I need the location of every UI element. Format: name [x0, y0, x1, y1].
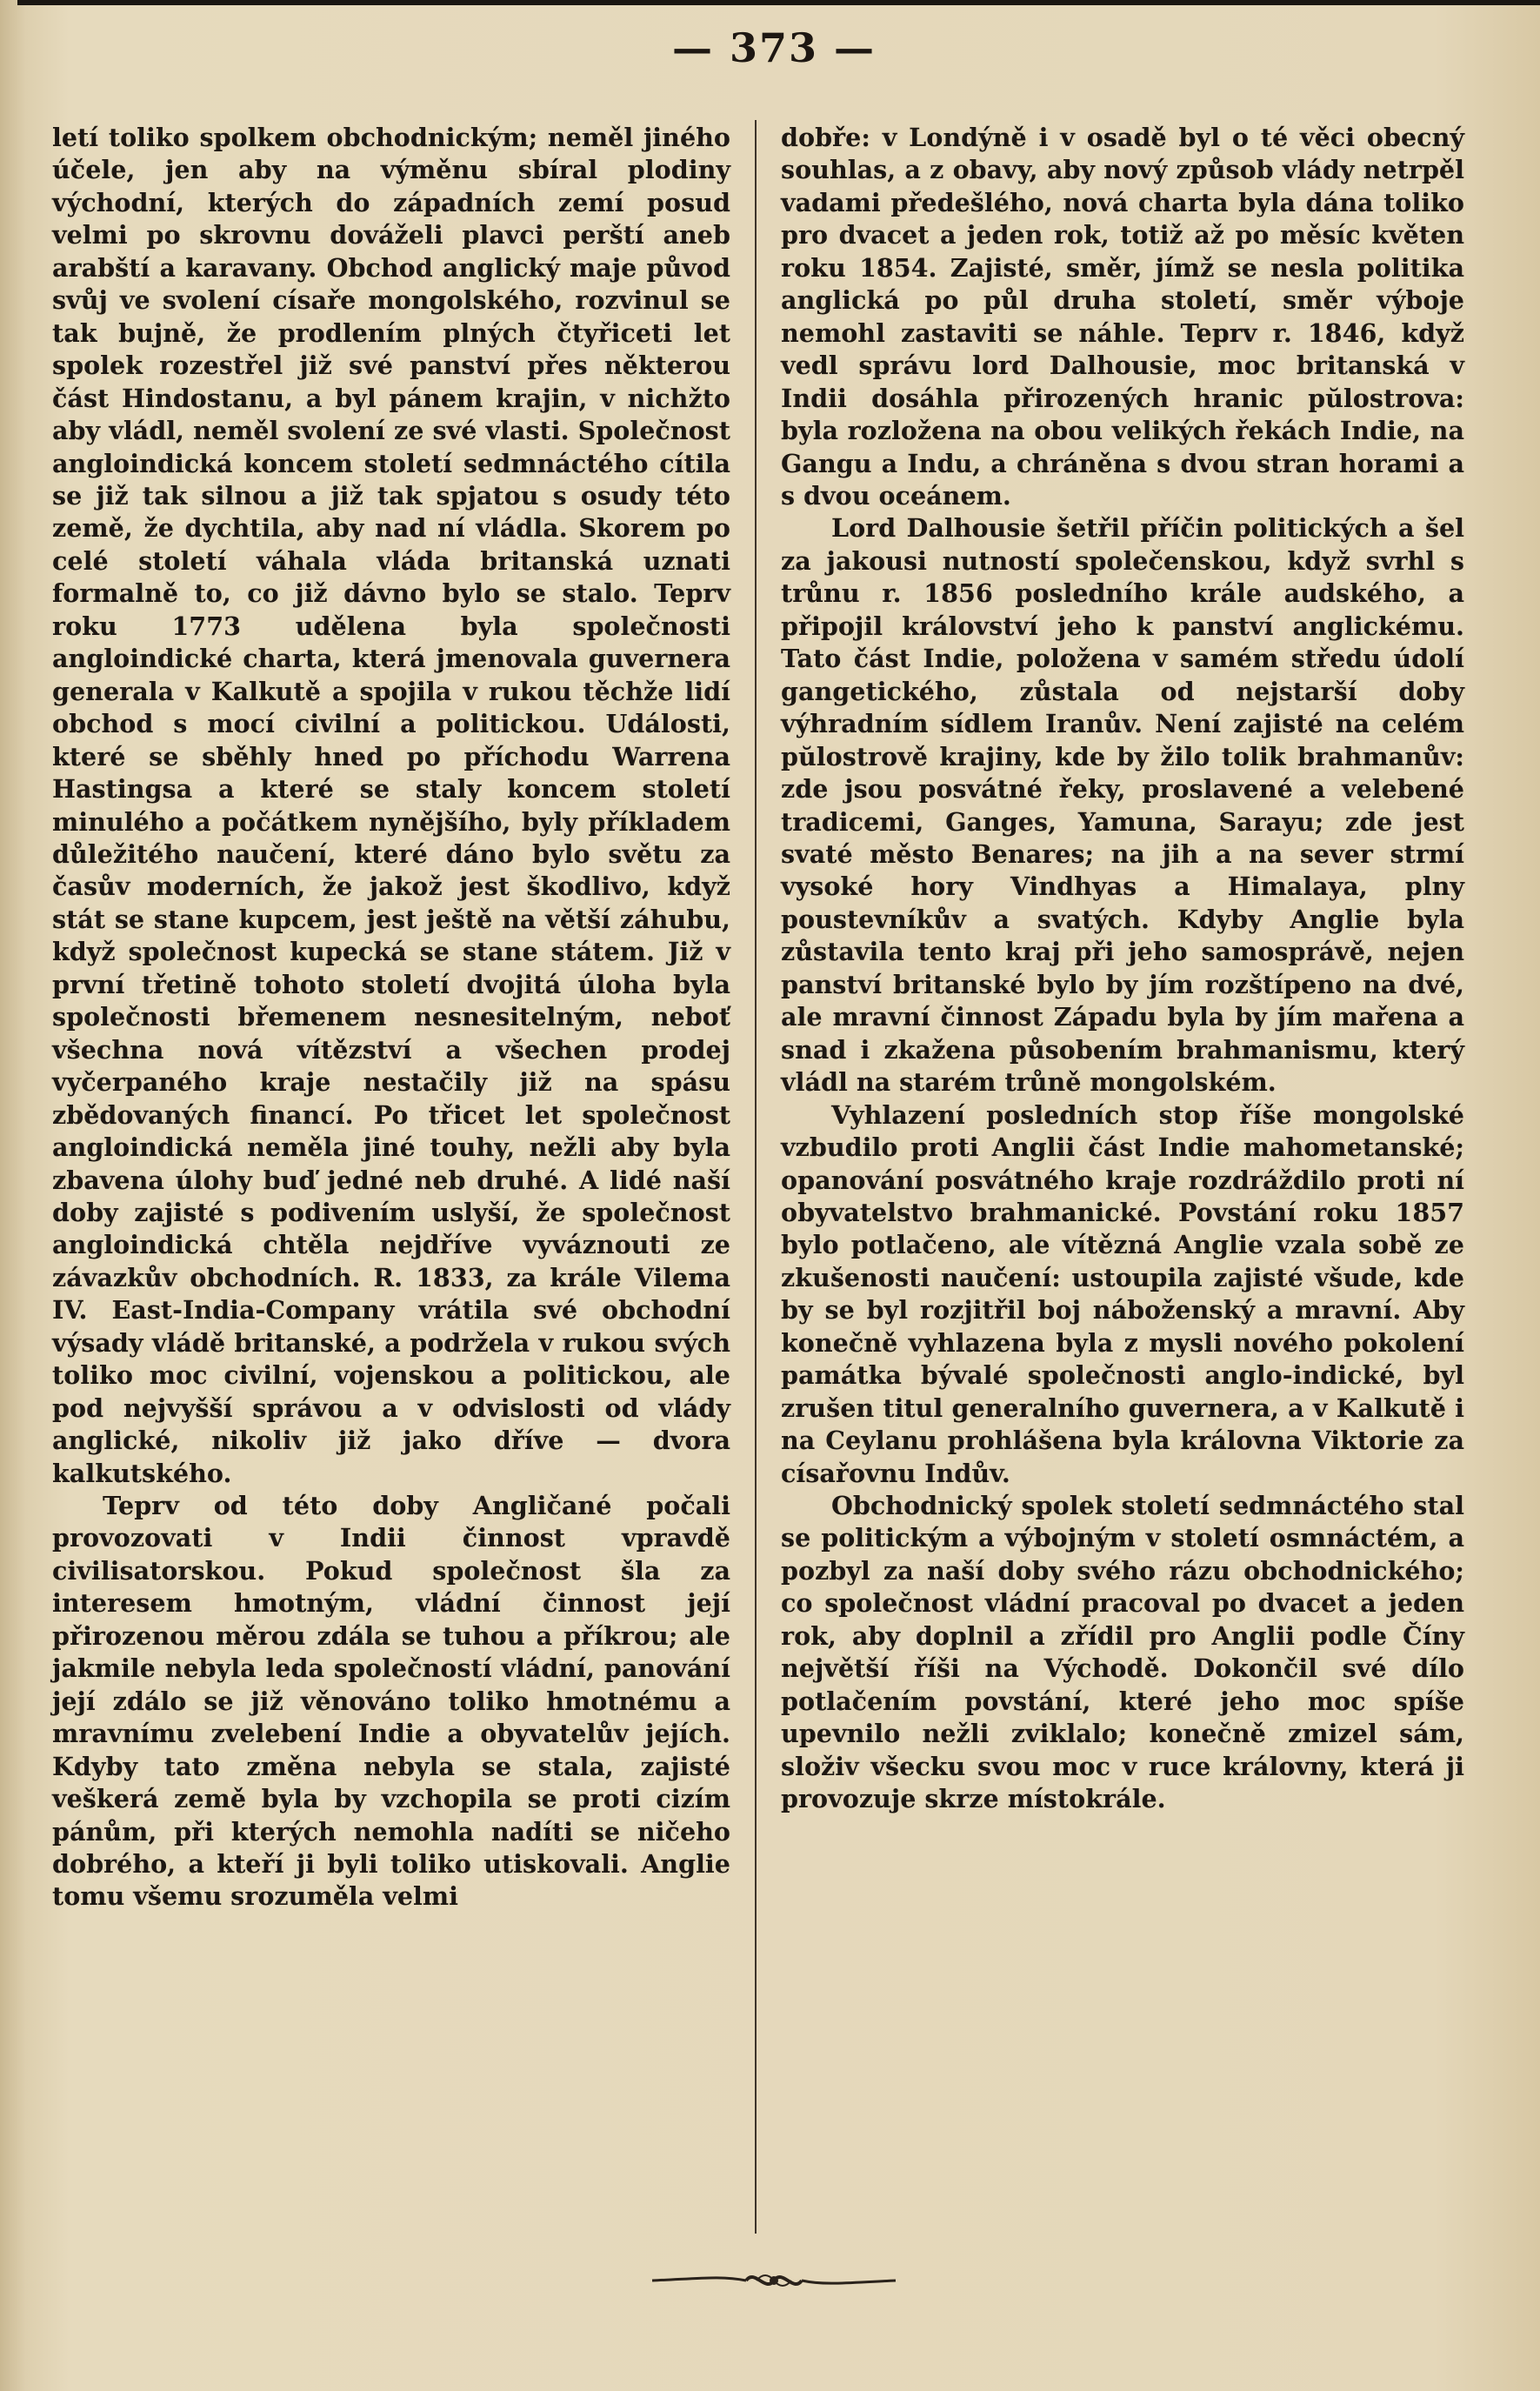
page-number: — 373 — — [671, 24, 877, 71]
left-column — [52, 122, 730, 1913]
right-paragraph-3: Vyhlazení posledních stop říše mongolské vzbudilo proti Anglii část Indie mahometanské; opanování posvátného kraje rozdráždilo proti ní obyvatelstvo brahmanické. Povstání roku 1857 bylo potlačeno, ale vítězná Anglie vzala sobě ze zkušenosti naučení: ustoupila zajisté všude, kde by se byl rozjitřil boj náboženský a mravní. Aby konečně vyhlazena byla z mysli nového pokolení památka bývalé společnosti anglo-indické, byl zrušen titul generalního guvernera, a v Kalkutě i na Ceylanu prohlášena byla královna Viktorie za císařovnu Indův. — [781, 1099, 1464, 1488]
right-paragraph-2: Lord Dalhousie šetřil příčin politických a šel za jakousi nutností společenskou, když svrhl s trůnu r. 1856 posledního krále audského, a připojil království jeho k panství anglickému. Tato část Indie, položena v samém středu údolí gangetického, zůstala od nejstarší doby výhradním sídlem Iranův. Není zajisté na celém pŭlostrově krajiny, kde by žilo tolik brahmanův: zde jsou posvátné řeky, proslavené a velebené tradicemi, Ganges, Yamuna, Sarayu; zde jest svaté město Benares; na jih a na sever strmí vysoké hory Vindhyas a Himalaya, plny poustevníkův a svatých. Kdyby Anglie byla zůstavila tento kraj při jeho samosprávě, nejen panství britanské bylo by jím rozštípeno na dvé, ale mravní činnost Západu byla by jím mařena a snad i zkažena působením brahmanismu, který vládl na starém trůně mongolském. — [781, 513, 1464, 1098]
top-border — [17, 0, 1540, 5]
right-paragraph-1: dobře: v Londýně i v osadě byl o té věci obecný souhlas, a z obavy, aby nový způsob vlády netrpěl vadami předešlého, nová charta byla dána toliko pro dvacet a jeden rok, totiž až po měsíc květen roku 1854. Zajisté, směr, jímž se nesla politika anglická po půl druha století, směr výboje nemohl zastaviti se náhle. Teprv r. 1846, když vedl správu lord Dalhousie, moc britanská v Indii dosáhla přirozených hranic pŭlostrova: byla rozložena na obou velikých řekách Indie, na Gangu a Indu, a chráněna s dvou stran horami a s dvou oceánem. — [781, 123, 1464, 511]
right-paragraph-4: Obchodnický spolek století sedmnáctého stal se politickým a výbojným v století osmnáctém, a pozbyl za naší doby svého rázu obchodnického; co společnost vládní pracoval po dvacet a jeden rok, aby doplnil a zřídil pro Anglii podle Číny největší říši na Východě. Dokončil své dílo potlačením povstání, které jeho moc spíše upevnilo nežli zviklalo; konečně zmizel sám, složiv všecku svou moc v ruce královny, která ji provozuje skrze místokrále. — [781, 1491, 1464, 1814]
column-divider — [755, 120, 757, 2234]
left-paragraph-2: Teprv od této doby Angličané počali provozovati v Indii činnost vpravdě civilisatorskou. Pokud společnost šla za interesem hmotným, vládní činnost její přirozenou měrou zdála se tuhou a příkrou; ale jakmile nebyla leda společností vládní, panování její zdálo se již věnováno toliko hmotnému a mravnímu zvelebení Indie a obyvatelův jejích. Kdyby tato změna nebyla se stala, zajisté veškerá země byla by vzchopila se proti cizím pánům, při kterých nemohla nadíti se ničeho dobrého, a kteří ji byli toliko utiskovali. Anglie tomu všemu srozuměla velmi — [52, 1491, 730, 1912]
left-paragraph-1: letí toliko spolkem obchodnickým; neměl jiného účele, jen aby na výměnu sbíral plodiny východní, kterých do západních zemí posud velmi po skrovnu dováželi plavci perští aneb arabští a karavany. Obchod anglický maje původ svůj ve svolení císaře mongolského, rozvinul se tak bujně, že prodlením plných čtyřiceti let spolek rozestřel již své panství přes některou část Hindostanu, a byl pánem krajin, v nichžto aby vládl, neměl svolení ze své vlasti. Společnost angloindická koncem století sedmnáctého cítila se již tak silnou a již tak spjatou s osudy této země, že dychtila, aby nad ní vládla. Skorem po celé století váhala vláda britanská uznati formalně to, co již dávno bylo se stalo. Teprv roku 1773 udělena byla společnosti angloindické charta, která jmenovala guvernera generala v Kalkutě a spojila v rukou těchže lidí obchod s mocí civilní a politickou. Události, které se sběhly hned po příchodu Warrena Hastingsa a které se staly koncem století minulého a počátkem nynějšího, byly příkladem důležitého naučení, které dáno bylo světu za časův moderních, že jakož jest škodlivo, když stát se stane kupcem, jest ještě na větší záhubu, když společnost kupecká se stane státem. Již v první třetině tohoto století dvojitá úloha byla společnosti břemenem nesnesitelným, neboť všechna nová vítězství a všechen prodej vyčerpaného kraje nestačily již na spásu zbědovaných financí. Po třicet let společnost angloindická neměla jiné touhy, nežli aby byla zbavena úlohy buď jedné neb druhé. A lidé naší doby zajisté s podivením uslyší, že společnost angloindická chtěla nejdříve vyváznouti ze závazkův obchodních. R. 1833, za krále Vilema IV. East-India-Company vrátila své obchodní výsady vládě britanské, a podržela v rukou svých toliko moc civilní, vojenskou a politickou, ale pod nejvyšší správou a v odvislosti od vlády anglické, nikoliv již jako dříve — dvora kalkutského. — [52, 123, 730, 1488]
right-column — [781, 122, 1464, 1816]
end-ornament-icon — [643, 2263, 904, 2298]
